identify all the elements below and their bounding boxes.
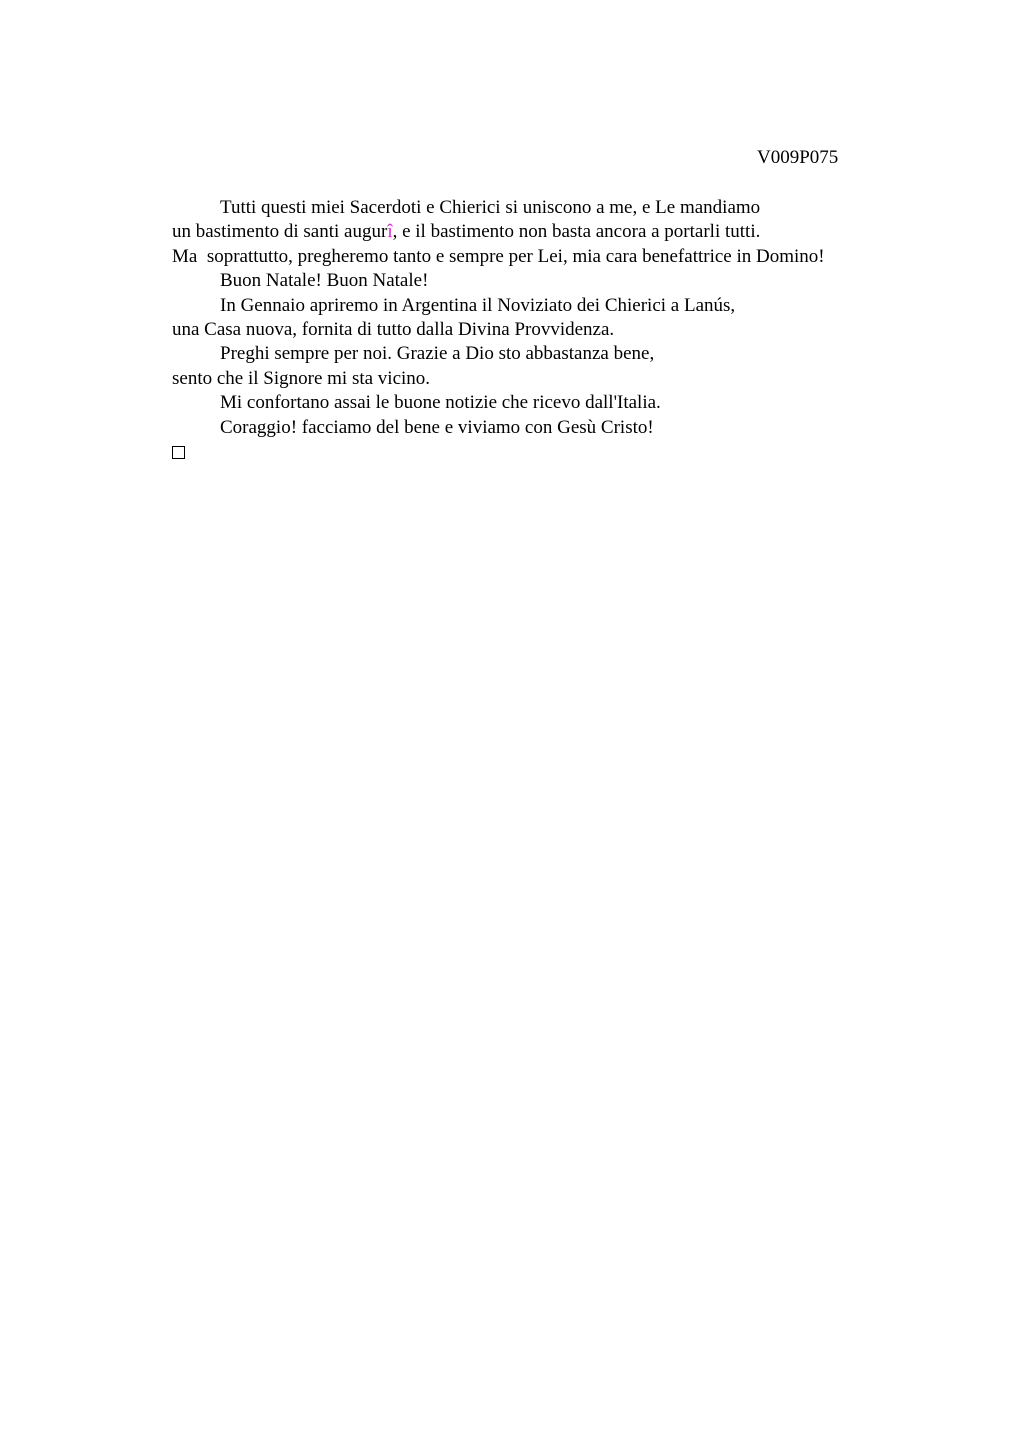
text-line-2 <box>172 220 912 244</box>
highlighted-character: î <box>387 221 393 243</box>
page-reference: V009P075 <box>757 147 839 168</box>
text-segment: un bastimento di santi augur <box>172 221 388 243</box>
text-line-10: Coraggio! facciamo del bene e viviamo con Gesù Cristo! <box>220 416 654 438</box>
text-segment: , e il bastimento non basta ancora a portarli tutti. <box>392 221 761 243</box>
text-line-8: sento che il Signore mi sta vicino. <box>172 367 431 389</box>
end-of-text-box-icon <box>172 446 185 459</box>
text-line-4: Buon Natale! Buon Natale! <box>220 270 429 292</box>
text-line-9: Mi confortano assai le buone notizie che ricevo dall'Italia. <box>220 392 661 414</box>
text-line-6: una Casa nuova, fornita di tutto dalla Divina Provvidenza. <box>172 318 615 340</box>
text-line-3: Ma soprattutto, pregheremo tanto e sempre per Lei, mia cara benefattrice in Domino! <box>172 245 825 267</box>
text-line-1: Tutti questi miei Sacerdoti e Chierici si uniscono a me, e Le mandiamo <box>220 197 761 218</box>
text-line-7: Preghi sempre per noi. Grazie a Dio sto abbastanza bene, <box>220 343 655 365</box>
text-line-5: In Gennaio apriremo in Argentina il Noviziato dei Chierici a Lanús, <box>220 294 736 316</box>
letter-body <box>172 196 912 459</box>
